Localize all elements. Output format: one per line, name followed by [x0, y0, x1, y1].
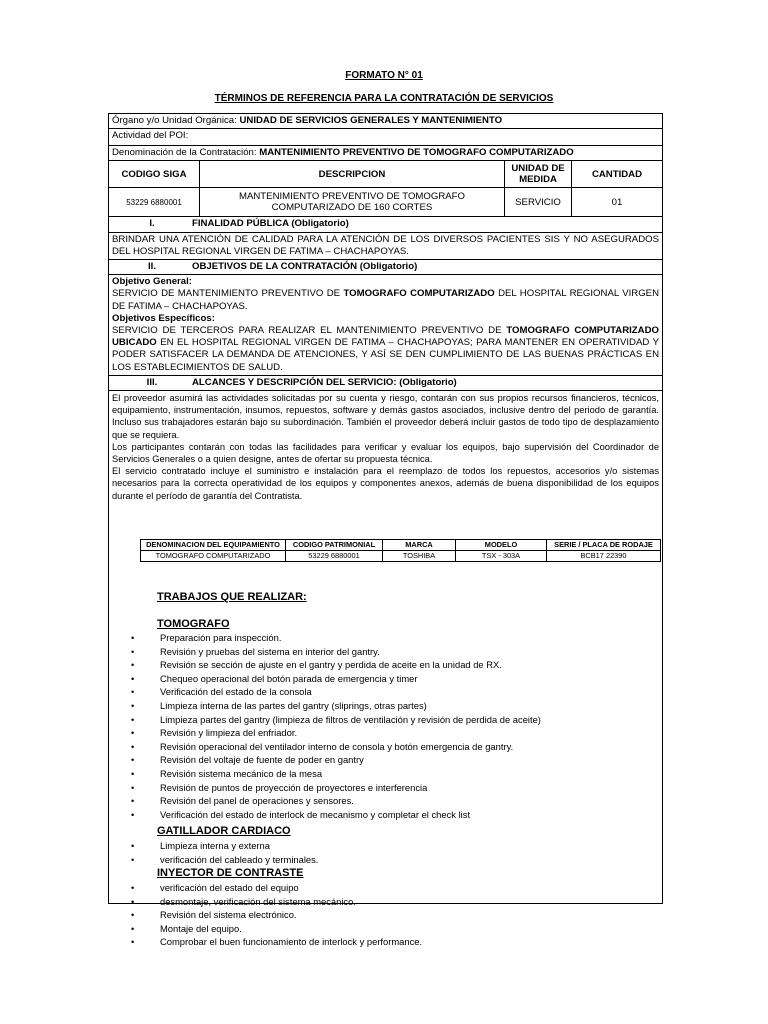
list-item [128, 685, 541, 699]
gatillador-heading: GATILLADOR CARDIACO [157, 825, 291, 837]
tomografo-heading: TOMOGRAFO [157, 618, 230, 630]
objetivos-especificos-text-c: EN EL HOSPITAL REGIONAL VIRGEN DE FATIMA – CHACHAPOYAS; PARA MANTENER EN OPERATIVIDAD Y PODER SATISFACER LA DEMANDA DE ATENCIONES, Y ASÍ SE DEN CUMPLIMIENTO DE LAS BUENAS PRÁCTICAS EN LOS ESTABLECIMIENTOS DE SALUD. [112, 337, 659, 373]
list-item [128, 794, 541, 808]
list-item-text: Revisión se sección de ajuste en el gantry y perdida de aceite en la unidad de RX. [160, 659, 502, 671]
section2-number: II. [148, 261, 156, 273]
inyector-heading: INYECTOR DE CONTRASTE [157, 867, 304, 879]
objetivos-especificos-text-a: SERVICIO DE TERCEROS PARA REALIZAR EL MANTENIMIENTO PREVENTIVO DE [112, 325, 507, 337]
list-item [128, 781, 541, 795]
list-item [128, 767, 541, 781]
works-heading: TRABAJOS QUE REALIZAR: [157, 591, 307, 603]
cell-denominacion: TOMOGRAFO COMPUTARIZADO [141, 550, 286, 561]
bullet-icon: • [131, 808, 135, 820]
section3-paragraph-1: El proveedor asumirá las actividades solicitadas por su cuenta y riesgo, contarán con sus propios recursos financieros, técnicos, equipamiento, instrumentación, insumos, repuestos, software y demás gastos asociados, inclusive dentro del periodo de garantía. Incluso sus trabajadores estarán bajo su subordinación. También el proveedor deberá incluir gastos de todo tipo de desplazamiento que se requiera. [112, 393, 659, 440]
list-item-text: Revisión del panel de operaciones y sensores. [160, 795, 354, 807]
section2-title: OBJETIVOS DE LA CONTRATACIÓN [192, 261, 360, 273]
list-item-text: Revisión operacional del ventilador interno de consola y botón emergencia de gantry. [160, 740, 514, 752]
list-item-text: verificación del estado del equipo [160, 882, 299, 893]
cell-modelo: TSX - 303A [456, 550, 547, 561]
organo-label: Órgano y/o Unidad Orgánica: [112, 115, 240, 126]
header-cantidad: CANTIDAD [572, 161, 663, 188]
section3-header [109, 376, 662, 391]
list-item [128, 853, 318, 867]
section1-body: BRINDAR UNA ATENCIÓN DE CALIDAD PARA LA ATENCIÓN DE LOS DIVERSOS PACIENTES SIS Y NO ASEGURADOS DEL HOSPITAL REGIONAL VIRGEN DE FATIMA – CHACHAPOYAS. [109, 233, 662, 260]
cell-unidad: SERVICIO [505, 188, 572, 217]
list-item-text: desmontaje, verificación del sistema mecánico. [160, 895, 356, 907]
equipment-table [140, 539, 661, 562]
list-item-text: Limpieza partes del gantry (limpieza de filtros de ventilación y revisión de perdida de aceite) [160, 713, 541, 725]
bullet-icon: • [131, 909, 135, 921]
list-item [128, 631, 541, 645]
list-item [128, 808, 541, 822]
cell-descripcion: MANTENIMIENTO PREVENTIVO DE TOMOGRAFO COMPUTARIZADO DE 160 CORTES [200, 188, 505, 217]
list-item-text: Preparación para inspección. [160, 632, 282, 643]
gatillador-list [128, 839, 318, 866]
list-item-text: Revisión y pruebas del sistema en interior del gantry. [160, 645, 380, 657]
item-table-wrap [109, 161, 662, 217]
section3-title: ALCANCES Y DESCRIPCIÓN DEL SERVICIO: [192, 376, 400, 388]
list-item-text: Chequeo operacional del botón parada de emergencia y timer [160, 672, 418, 684]
list-item [128, 645, 541, 659]
inyector-list [128, 881, 422, 949]
list-item [128, 881, 422, 895]
list-item [128, 922, 422, 936]
section1-number: I. [149, 218, 155, 230]
bullet-icon: • [131, 713, 135, 725]
equipment-table-header [141, 540, 661, 551]
section3-paragraph-3: El servicio contratado incluye el suministro e instalación para el reemplazo de todos los repuestos, accesorios y/o sistemas necesarios para la correcta operatividad de los equipos y componentes anexos, además de buena disponibilidad de los equipos durante el período de garantía del Contratista. [112, 466, 659, 501]
objetivos-especificos-text [112, 325, 659, 374]
organo-row [109, 114, 662, 129]
list-item [128, 839, 318, 853]
section2-header [109, 260, 662, 275]
section3-paragraph-2: Los participantes contarán con todas las facilidades para verificar y evaluar los equipos, bajo supervisión del Coordinador de Servicios Generales o a quien designe, antes de ofertar su propuesta técnica. [112, 441, 659, 465]
bullet-icon: • [131, 781, 135, 793]
list-item-text: Revisión y limpieza del enfriador. [160, 727, 298, 739]
cell-cantidad: 01 [611, 196, 623, 208]
list-item-text: Revisión de puntos de proyección de proyectores e interferencia [160, 781, 428, 793]
list-item-text: Verificación del estado de interlock de mecanismo y completar el check list [160, 808, 471, 820]
denominacion-value: MANTENIMIENTO PREVENTIVO DE TOMOGRAFO COMPUTARIZADO [259, 147, 574, 159]
denominacion-label: Denominación de la Contratación: [112, 147, 260, 159]
list-item [128, 713, 541, 727]
poi-label: Actividad del POI: [112, 130, 189, 142]
bullet-icon: • [131, 895, 135, 907]
format-title: FORMATO N° 01 [345, 70, 423, 81]
bullet-icon: • [131, 922, 135, 934]
section3-note: (Obligatorio) [399, 376, 457, 388]
list-item-text: Limpieza interna de las partes del gantry (sliprings, otras partes) [160, 699, 427, 711]
bullet-icon: • [131, 659, 135, 671]
list-item [128, 672, 541, 686]
list-item [128, 753, 541, 767]
bullet-icon: • [131, 672, 135, 684]
header-unidad: UNIDAD DE MEDIDA [505, 161, 572, 188]
section2-body [109, 275, 662, 376]
objetivo-general-text-c: DEL HOSPITAL REGIONAL VIRGEN DE FATIMA – CHACHAPOYAS. [112, 288, 660, 312]
header-descripcion: DESCRIPCION [200, 161, 505, 188]
header-modelo: MODELO [456, 540, 547, 551]
section1-note: (Obligatorio) [291, 218, 349, 230]
poi-row [109, 129, 662, 146]
list-item [128, 895, 422, 909]
objetivos-especificos-text-b: TOMOGRAFO COMPUTARIZADO UBICADO [112, 325, 659, 349]
section3-number: III. [146, 376, 158, 388]
bullet-icon: • [131, 632, 135, 643]
cell-codigo-siga: 53229 6880001 [109, 188, 200, 217]
denominacion-row [109, 146, 662, 161]
item-table-header [109, 161, 662, 188]
bullet-icon: • [131, 740, 135, 752]
objetivos-especificos-label: Objetivos Específicos: [112, 312, 215, 324]
list-item [128, 740, 541, 754]
section1-title: FINALIDAD PÚBLICA [192, 218, 292, 230]
list-item-text: Verificación del estado de la consola [160, 686, 312, 698]
section2-note: (Obligatorio) [359, 261, 418, 273]
header-marca: MARCA [383, 540, 456, 551]
list-item-text: Revisión sistema mecánico de la mesa [160, 767, 323, 779]
bullet-icon: • [131, 882, 135, 893]
cell-marca: TOSHIBA [383, 550, 456, 561]
list-item-text: Revisión del voltaje de fuente de poder en gantry [160, 754, 364, 766]
objetivo-general-label: Objetivo General: [112, 276, 192, 288]
objetivo-general-text [112, 288, 659, 312]
bullet-icon: • [131, 754, 135, 766]
item-table [109, 161, 662, 216]
bullet-icon: • [131, 853, 135, 865]
list-item-text: Limpieza interna y externa [160, 840, 270, 851]
section1-header [109, 217, 662, 232]
objetivo-general-text-b: TOMOGRAFO COMPUTARIZADO [343, 288, 495, 300]
list-item [128, 935, 422, 949]
header-serie: SERIE / PLACA DE RODAJE [547, 540, 661, 551]
list-item-text: verificación del cableado y terminales. [160, 853, 319, 865]
bullet-icon: • [131, 727, 135, 739]
header-codigo-siga: CODIGO SIGA [109, 161, 200, 188]
bullet-icon: • [131, 936, 135, 948]
table-row [109, 188, 662, 217]
bullet-icon: • [131, 840, 135, 851]
bullet-icon: • [131, 767, 135, 779]
cell-codigo-patrimonial: 53229 6880001 [286, 550, 383, 561]
bullet-icon: • [131, 699, 135, 711]
tomografo-list [128, 631, 541, 821]
list-item [128, 726, 541, 740]
table-row [141, 550, 661, 561]
bullet-icon: • [131, 795, 135, 807]
organo-value: UNIDAD DE SERVICIOS GENERALES Y MANTENIMIENTO [239, 115, 503, 126]
list-item-text: Comprobar el buen funcionamiento de interlock y performance. [160, 936, 423, 948]
bullet-icon: • [131, 645, 135, 657]
list-item [128, 699, 541, 713]
list-item [128, 908, 422, 922]
list-item-text: Revisión del sistema electrónico. [160, 909, 297, 921]
objetivo-general-text-a: SERVICIO DE MANTENIMIENTO PREVENTIVO DE [112, 288, 344, 300]
header-codigo-patrimonial: CODIGO PATRIMONIAL [286, 540, 383, 551]
header-denominacion: DENOMINACION DEL EQUIPAMIENTO [141, 540, 286, 551]
main-title: TÉRMINOS DE REFERENCIA PARA LA CONTRATACIÓN DE SERVICIOS [214, 93, 554, 104]
cell-serie: BCB17 22390 [547, 550, 661, 561]
list-item-text: Montaje del equipo. [160, 922, 242, 934]
list-item [128, 658, 541, 672]
bullet-icon: • [131, 686, 135, 698]
